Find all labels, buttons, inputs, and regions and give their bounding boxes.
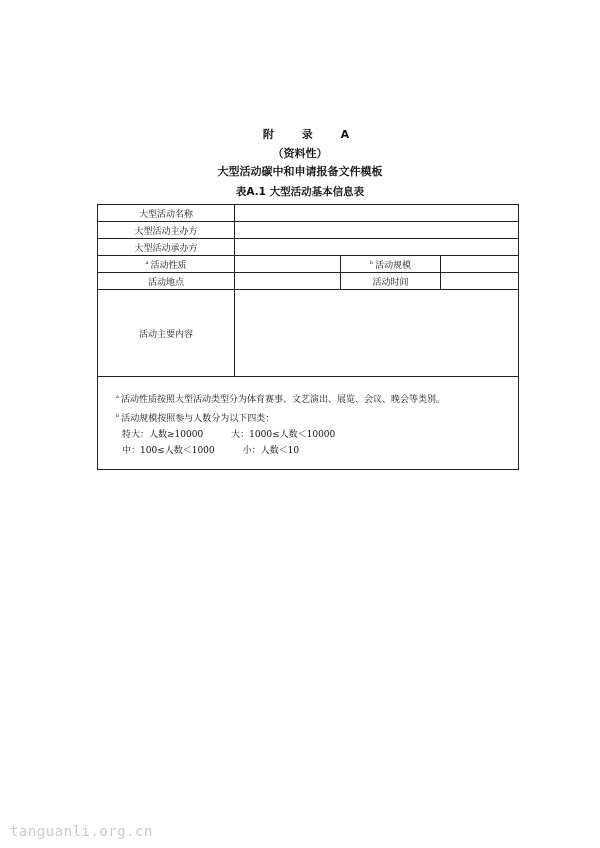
table-caption: 表A.1 大型活动基本信息表	[235, 186, 365, 198]
event-scale-value[interactable]	[441, 256, 519, 273]
appendix-nature: （资料性）	[272, 147, 328, 160]
site-watermark: tanguanli.org.cn	[10, 824, 153, 840]
event-time-label: 活动时间	[341, 273, 441, 290]
scale-medium: 中：100≤人数＜1000	[122, 446, 215, 456]
table-row	[98, 290, 519, 377]
table-notes	[98, 377, 519, 470]
footnote-mark-b: b	[369, 259, 374, 266]
note-b-mark: b	[116, 413, 120, 419]
event-scale-text: 活动规模	[375, 260, 412, 271]
table-row	[98, 222, 519, 239]
event-nature-value[interactable]	[235, 256, 341, 273]
event-nature-text: 活动性质	[150, 260, 187, 271]
scale-large: 大：1000≤人数＜10000	[231, 430, 336, 440]
scale-line-2	[116, 443, 500, 459]
note-a-text: 活动性质按照大型活动类型分为体育赛事、文艺演出、展览、会议、晚会等类别。	[120, 395, 445, 405]
note-b-text: 活动规模按照参与人数分为以下四类：	[121, 414, 275, 424]
note-b	[116, 408, 500, 427]
appendix-heading: 附 录 A	[262, 128, 362, 141]
event-host-label: 大型活动主办方	[98, 222, 235, 239]
event-scale-label	[341, 256, 441, 273]
note-a-mark: a	[116, 394, 119, 400]
event-host-value[interactable]	[235, 222, 519, 239]
event-organizer-value[interactable]	[235, 239, 519, 256]
event-location-label: 活动地点	[98, 273, 235, 290]
event-time-value[interactable]	[441, 273, 519, 290]
event-name-value[interactable]	[235, 205, 519, 222]
event-content-label: 活动主要内容	[98, 290, 235, 377]
table-row	[98, 239, 519, 256]
scale-small: 小：人数＜10	[242, 446, 300, 456]
scale-line-1	[116, 427, 500, 443]
event-location-value[interactable]	[235, 273, 341, 290]
appendix-title: 大型活动碳中和申请报备文件模板	[217, 165, 383, 178]
table-row	[98, 377, 519, 470]
footnote-mark-a: a	[145, 259, 149, 266]
note-a	[116, 389, 500, 408]
table-row	[98, 205, 519, 222]
event-name-label: 大型活动名称	[98, 205, 235, 222]
event-nature-label	[98, 256, 235, 273]
table-row	[98, 256, 519, 273]
event-info-table	[97, 204, 519, 470]
table-row	[98, 273, 519, 290]
scale-extra-large: 特大：人数≥10000	[122, 430, 204, 440]
event-content-value[interactable]	[235, 290, 519, 377]
event-organizer-label: 大型活动承办方	[98, 239, 235, 256]
